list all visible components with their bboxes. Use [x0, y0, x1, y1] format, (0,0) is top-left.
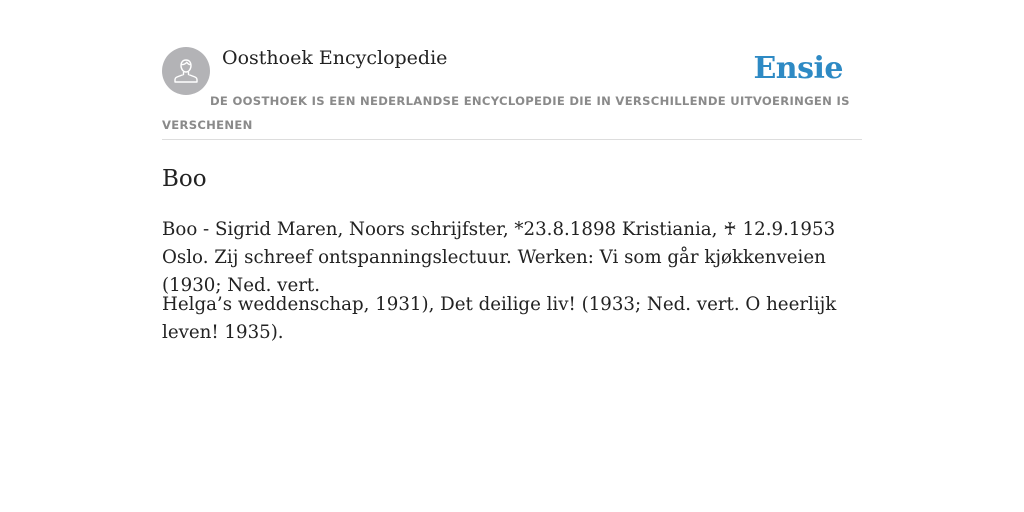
- article-paragraph: Helga’s weddenschap, 1931), Det deilige liv! (1933; Ned. vert. O heerlijk leven! 1935).: [162, 294, 837, 343]
- source-avatar[interactable]: [162, 47, 210, 95]
- brand-logo[interactable]: Ensie: [753, 51, 843, 86]
- article-title: Boo: [162, 166, 207, 192]
- source-description: [162, 89, 862, 137]
- article-paragraph: Boo - Sigrid Maren, Noors schrijfster, *23.8.1898 Kristiania, ♰ 12.9.1953 Oslo. Zij schreef ontspanningslectuur. Werken: Vi som går kjøkkenveien (1930; Ned. vert.: [162, 219, 836, 296]
- user-silhouette-icon: [171, 56, 201, 86]
- source-name[interactable]: Oosthoek Encyclopedie: [222, 47, 448, 69]
- description-text: DE OOSTHOEK IS EEN NEDERLANDSE ENCYCLOPEDIE DIE IN VERSCHILLENDE UITVOERINGEN IS VERSCHENEN: [162, 94, 850, 132]
- page-container: [162, 0, 862, 343]
- source-header: [162, 0, 862, 140]
